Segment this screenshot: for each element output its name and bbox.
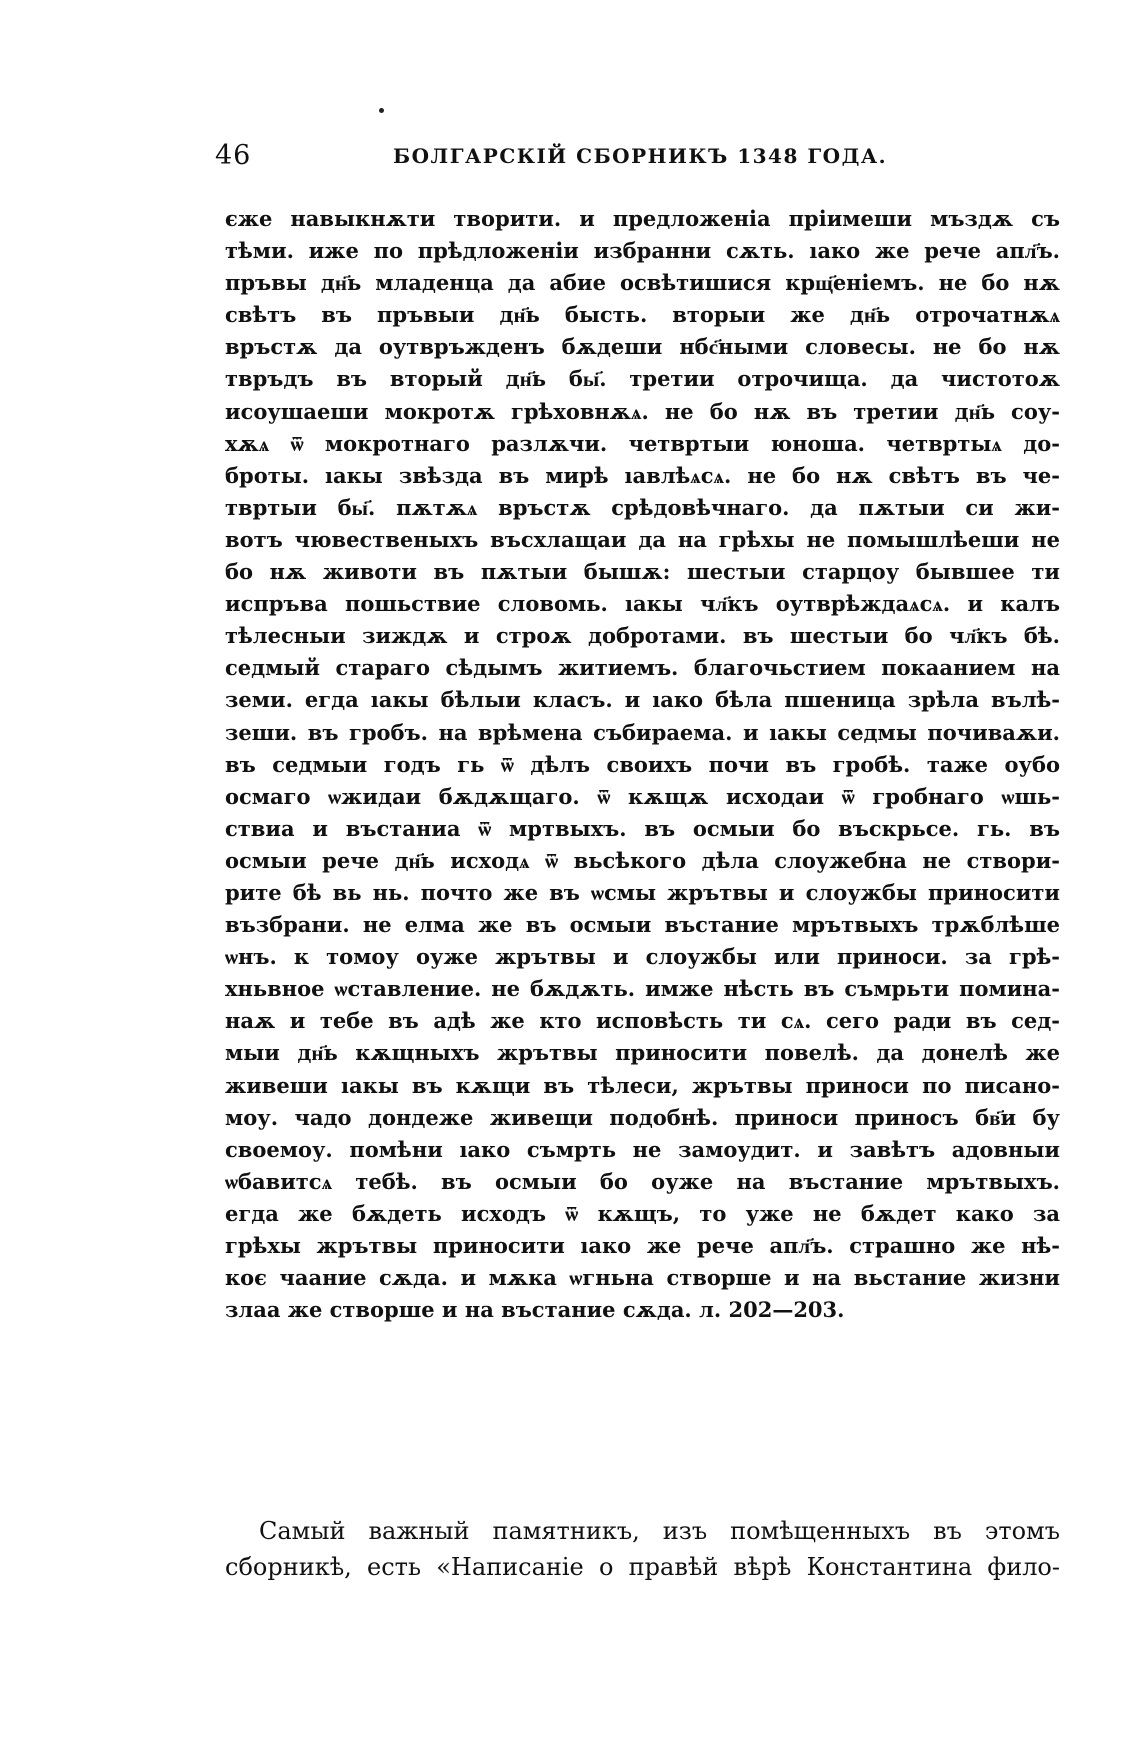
running-title: БОЛГАРСКІЙ СБОРНИКЪ 1348 ГОДА. xyxy=(393,144,888,168)
text-line: тѣми. иже по прѣдложеніи избранни сѫть. ıако же рече апл҃ъ. xyxy=(225,238,1060,264)
text-line: твръдъ въ вторый дн҃ь бы҃. третии отрочища. да чистотоѫ xyxy=(225,366,1060,392)
text-line: свѣтъ въ пръвыи дн҃ь бысть. вторыи же дн҃ь отрочатнѫѧ xyxy=(225,302,1060,328)
page-header xyxy=(215,140,1065,180)
text-line: рите бѣ вь нь. почто же въ ѡсмы жрътвы и слоужбы приносити xyxy=(225,879,1060,905)
text-line: възбрани. не елма же въ осмыи въстание мрътвыхъ трѫблѣше xyxy=(225,912,1060,938)
text-line: ѡбавитсѧ тебѣ. въ осмыи бо оуже на въстание мрътвыхъ. xyxy=(225,1168,1060,1194)
quoted-old-slavonic-text xyxy=(225,203,1060,1326)
text-line: бо нѫ животи въ пѫтыи бышѫ: шестыи старцоу бывшее ти xyxy=(225,559,1060,585)
text-line: егда же бѫдеть исходъ ѿ кѫщъ, то уже не бѫдет како за xyxy=(225,1200,1060,1226)
paragraph-line: сборникѣ, есть «Написаніе о правѣй вѣрѣ Константина фило- xyxy=(225,1553,1060,1581)
body-paragraph xyxy=(225,1513,1060,1585)
text-line: наѫ и тебе въ адѣ же кто исповѣсть ти сѧ. сего ради въ сед- xyxy=(225,1008,1060,1034)
text-line: осмыи рече дн҃ь исходѧ ѿ вьсѣкого дѣла слоужебна не створи- xyxy=(225,847,1060,873)
text-line: коє чаание сѫда. и мѫка ѡгньна створше и на вьстание жизни xyxy=(225,1265,1060,1291)
text-line: ѡнъ. к томоу оуже жрътвы и слоужбы или приноси. за грѣ- xyxy=(225,944,1060,970)
text-line: мыи дн҃ь кѫщныхъ жрътвы приносити повелѣ. да донелѣ же xyxy=(225,1040,1060,1066)
text-line: вотъ чювественыхъ въсхлащаи да на грѣхы не помышлѣеши не xyxy=(225,526,1060,552)
print-speck xyxy=(379,108,384,113)
paragraph-line: Самый важный памятникъ, изъ помѣщенныхъ въ этомъ xyxy=(259,1517,1060,1545)
text-line: връстѫ да оутвръжденъ бѫдеши нбс҃ными словесы. не бо нѫ xyxy=(225,334,1060,360)
text-line: пръвы дн҃ь младенца да абие освѣтишися крщ҃еніемъ. не бо нѫ xyxy=(225,270,1060,296)
text-line: моу. чадо дондеже живещи подобнѣ. приноси приносъ бв҃и бу xyxy=(225,1104,1060,1130)
text-line: тѣлесныи зиждѫ и строѫ добротами. въ шестыи бо чл҃къ бѣ. xyxy=(225,623,1060,649)
text-line: єже навыкнѫти творити. и предложеніа пріимеши мъздѫ съ xyxy=(225,206,1060,231)
text-line: твртыи бы҃. пѫтѫѧ връстѫ срѣдовѣчнаго. да пѫтыи си жи- xyxy=(225,494,1060,520)
text-line: въ седмыи годъ гь ѿ дѣлъ своихъ почи въ гробѣ. таже оубо xyxy=(225,751,1060,777)
text-line-last: злаа же створше и на въстание сѫда. л. 202—203. xyxy=(225,1297,845,1323)
text-line: осмаго ѡжидаи бѫдѫщаго. ѿ кѫщѫ исходаи ѿ гробнаго ѡшь- xyxy=(225,783,1060,809)
text-line: испръва пошьствие словомь. ıакы чл҃къ оутврѣждаѧсѧ. и калъ xyxy=(225,591,1060,617)
text-line: броты. ıакы звѣзда въ мирѣ ıавлѣѧсѧ. не бо нѫ свѣтъ въ че- xyxy=(225,462,1060,488)
text-line: седмый стараго сѣдымъ житиемъ. благочьстием покаанием на xyxy=(225,655,1060,681)
text-line: зеши. въ гробъ. на врѣмена събираема. и ıакы седмы почиваѫи. xyxy=(225,719,1060,745)
text-line: своемоу. помѣни ıако съмрть не замоудит. и завѣтъ адовныи xyxy=(225,1136,1060,1162)
text-line: хѫѧ ѿ мокротнаго разлѫчи. четвртыи юноша. четвртыѧ до- xyxy=(225,430,1060,456)
text-line: живеши ıакы въ кѫщи въ тѣлеси, жрътвы приноси по писано- xyxy=(225,1072,1060,1098)
text-line: грѣхы жрътвы приносити ıако же рече апл҃ъ. страшно же нѣ- xyxy=(225,1233,1060,1258)
text-line: земи. егда ıакы бѣлыи класъ. и ıако бѣла пшеница зрѣла вълѣ- xyxy=(225,687,1060,713)
text-line: исоушаеши мокротѫ грѣховнѫѧ. не бо нѫ въ третии дн҃ь соу- xyxy=(225,398,1060,424)
text-line: ствиа и въстаниа ѿ мртвыхъ. въ осмыи бо въскрьсе. гь. въ xyxy=(225,815,1060,841)
page-number: 46 xyxy=(215,140,252,171)
text-line: хньвное ѡставление. не бѫдѫть. имже нѣсть въ съмрьти помина- xyxy=(225,976,1060,1002)
